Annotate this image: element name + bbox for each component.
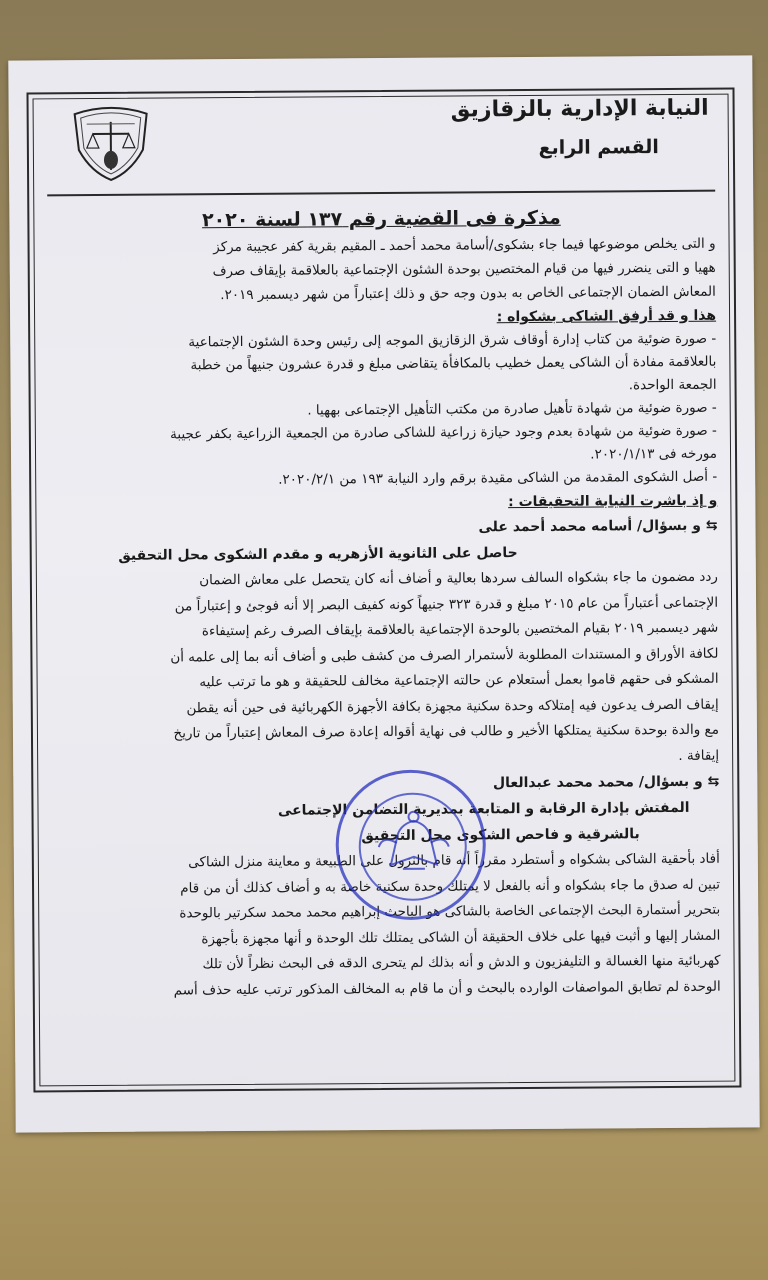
intro-line: و التى يخلص موضوعها فيما جاء بشكوى/أسامة محمد أحمد ـ المقيم بقرية كفر عجيبة مركز xyxy=(213,235,716,256)
witness-1-statement-line: إيقاف الصرف يدعون فيه إمتلاكه وحدة سكنية مجهزة بكافة الأجهزة الكهربائية فى حين أنه يقطن xyxy=(186,696,719,716)
witness-2-qualification: بالشرقية و فاحص الشكوى محل التحقيق xyxy=(361,826,640,845)
memo-title: مذكرة فى القضية رقم ١٣٧ لسنة ٢٠٢٠ xyxy=(201,206,561,232)
witness-1-statement-line: إيقافة . xyxy=(678,747,720,764)
attachment-line: - صورة ضوئية من شهادة تأهيل صادرة من مكتب التأهيل الإجتماعى بههيا . xyxy=(307,399,717,419)
witness-1-qualification: حاصل على الثانوية الأزهريه و مقدم الشكوى محل التحقيق xyxy=(118,545,518,564)
attachment-line: بالعلاقمة مفادة أن الشاكى يعمل خطيب بالمكافأة يتقاضى مبلغ و قدرة عشرون جنيهاً من خطبة xyxy=(190,353,717,374)
witness-2-statement-line: كهربائية منها الغسالة و التليفزيون و الدش و أنه بذلك لم يتحرى الدقه فى البحث نظراً لأن تلك xyxy=(202,952,721,973)
authority-title: النيابة الإدارية بالزقازيق xyxy=(450,95,709,123)
witness-1-label: ⇆ و بسؤال/ أسامه محمد أحمد على xyxy=(478,517,718,536)
document-header xyxy=(47,90,716,197)
witness-2-label: ⇆ و بسؤال/ محمد محمد عبدالعال xyxy=(492,773,720,792)
attachment-line: الجمعة الواحدة. xyxy=(628,376,717,394)
attachment-line: - صورة ضوئية من كتاب إدارة أوقاف شرق الزقازيق الموجه إلى رئيس وحدة الشئون الإجتماعية xyxy=(188,330,717,351)
witness-2-statement-line: تبين له صدق ما جاء بشكواه و أنه بالفعل لا يمتلك وحدة سكنية خاصة به و أضاف كذلك أن من قام xyxy=(180,876,721,896)
attachment-line: مورخه فى ٢٠٢٠/١/١٣. xyxy=(590,445,718,463)
attachment-line: - صورة ضوئية من شهادة بعدم وجود حيازة زراعية للشاكى صادرة من الجمعية الزراعية بكفر عجيبة xyxy=(170,422,717,443)
department-name: القسم الرابع xyxy=(538,136,659,159)
page-border xyxy=(26,88,741,1093)
document-content xyxy=(29,90,740,1091)
intro-line: ههيا و التى ينضرر فيها من قيام المختصين بوحدة الشئون الإجتماعية بالعلاقمة بإيقاف صرف xyxy=(212,259,716,280)
attachments-heading: هذا و قد أرفق الشاكى بشكواه : xyxy=(496,307,717,326)
witness-1-statement-line: شهر ديسمبر ٢٠١٩ بقيام المختصين بالوحدة الإجتماعية بالعلاقمة بإيقاف الصرف رغم إستيفاءة xyxy=(201,619,719,640)
witness-1-statement-line: الإجتماعى أعتباراً من عام ٢٠١٥ مبلغ و قدرة ٣٢٣ جنيهاً كونه كفيف البصر إلا أنه فوجئ و إعتباراً من xyxy=(174,594,719,614)
witness-2-statement-line: الوحدة لم تطابق المواصفات الوارده بالبحث و أن ما قام به المخالف المذكور ترتب عليه حذف أسم xyxy=(173,978,721,998)
investigation-heading: و إذ باشرت النيابة التحقيقات : xyxy=(508,492,718,511)
witness-2-statement-line: بتحرير أستمارة البحث الإجتماعى الخاصة بالشاكى هو الباحث إبراهيم محمد محمد سكرتير بالوحدة xyxy=(179,901,721,922)
document-page xyxy=(8,55,759,1132)
witness-2-statement-line: المشار إليها و أثبت فيها على خلاف الحقيقة أن الشاكى يمتلك تلك الوحدة و أنها مجهزة بأجهزة xyxy=(201,927,721,947)
witness-1-statement-line: لكافة الأوراق و المستندات المطلوبة لأستمرار الصرف من كشف طبى و أضاف أنه بما إلى علمه أن xyxy=(170,645,719,665)
official-stamp-icon xyxy=(335,769,486,920)
emblem-logo-icon xyxy=(69,104,154,183)
witness-1-statement-line: مع والدة بوحدة سكنية يمتلكها الأخير و طالب فى نهاية أقواله إعادة صرف المعاش إعتباراً من تاريخ xyxy=(173,721,720,742)
witness-1-statement-line: ردد مضمون ما جاء بشكواه السالف سردها بعالية و أضاف أنه كان يتحصل على معاش الضمان xyxy=(199,568,718,589)
witness-2-qualification: المفتش بإدارة الرقابة و المتابعة بمديرية التضامن الإجتماعى xyxy=(277,799,690,819)
intro-line: المعاش الضمان الإجتماعى الخاص به بدون وجه حق و ذلك إعتباراً من شهر ديسمبر ٢٠١٩. xyxy=(220,283,716,304)
attachment-line: - أصل الشكوى المقدمة من الشاكى مقيدة برقم وارد النيابة ١٩٣ من ٢٠٢٠/٢/١. xyxy=(278,468,718,488)
witness-1-statement-line: المشكو فى حقهم قاموا بعمل أستعلام عن حالته الإجتماعية مخالف للحقيقة و هو ما ترتب عليه xyxy=(199,670,719,691)
witness-2-statement-line: أفاد بأحقية الشاكى بشكواه و أستطرد مقرراً أنه قام بالنزول على الطبيعة و معاينة منزل الشاكى xyxy=(188,850,720,871)
